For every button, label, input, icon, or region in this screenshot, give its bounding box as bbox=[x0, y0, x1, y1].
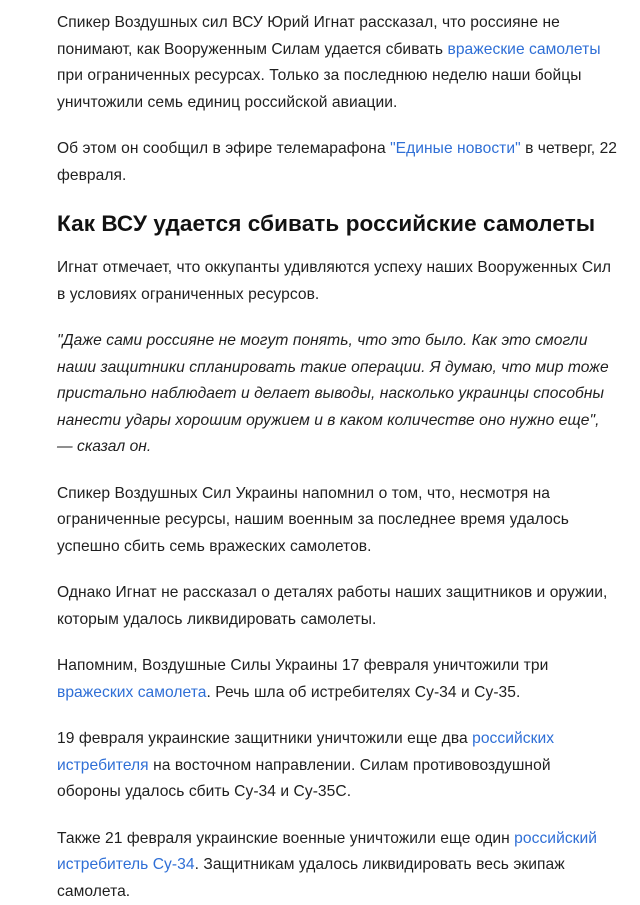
quote-attribution: , — сказал он. bbox=[57, 412, 600, 456]
paragraph-text: Спикер Воздушных сил ВСУ Юрий Игнат рассказал, что россияне не понимают, как Вооруженным Силам удается сбивать bbox=[57, 14, 560, 58]
paragraph-text: . Речь шла об истребителях Су-34 и Су-35. bbox=[207, 684, 521, 701]
link-enemy-aircraft[interactable]: вражеских самолета bbox=[57, 684, 207, 701]
paragraph-speaker: Спикер Воздушных Сил Украины напомнил о том, что, несмотря на ограниченные ресурсы, нашим военным за последнее время удалось успешно сбить семь вражеских самолетов. bbox=[57, 481, 618, 561]
paragraph-text: в четверг, 22 февраля. bbox=[57, 140, 617, 184]
paragraph-text: . Защитникам удалось ликвидировать весь экипаж самолета. bbox=[57, 856, 565, 900]
paragraph-occupants: Игнат отмечает, что оккупанты удивляются успеху наших Вооруженных Сил в условиях ограниченных ресурсов. bbox=[57, 255, 618, 308]
paragraph-text: 19 февраля украинские защитники уничтожили еще два bbox=[57, 730, 472, 747]
paragraph-source bbox=[57, 136, 618, 189]
paragraph-feb17 bbox=[57, 653, 618, 706]
link-russian-fighters[interactable]: российских истребителя bbox=[57, 730, 554, 774]
link-enemy-planes[interactable]: вражеские самолеты bbox=[447, 41, 600, 58]
paragraph-feb21 bbox=[57, 826, 618, 905]
paragraph-text: на восточном направлении. Силам противовоздушной обороны удалось сбить Су-34 и Су-35С. bbox=[57, 757, 551, 801]
section-heading: Как ВСУ удается сбивать российские самолеты bbox=[57, 209, 618, 239]
paragraph-text: при ограниченных ресурсах. Только за последнюю неделю наши бойцы уничтожили семь единиц российской авиации. bbox=[57, 67, 582, 111]
paragraph-details: Однако Игнат не рассказал о деталях работы наших защитников и оружии, которым удалось ликвидировать самолеты. bbox=[57, 580, 618, 633]
quote-text: "Даже сами россияне не могут понять, что это было. Как это смогли наши защитники спланировать такие операции. Я думаю, что мир тоже пристально наблюдает и делает выводы, насколько украинцы способны нанести удары хорошим оружием и в каком количестве оно нужно еще" bbox=[57, 332, 609, 429]
paragraph-text: Напомним, Воздушные Силы Украины 17 февраля уничтожили три bbox=[57, 657, 548, 674]
paragraph-intro bbox=[57, 10, 618, 116]
paragraph-quote bbox=[57, 328, 618, 461]
paragraph-text: Также 21 февраля украинские военные уничтожили еще один bbox=[57, 830, 514, 847]
paragraph-text: Об этом он сообщил в эфире телемарафона bbox=[57, 140, 390, 157]
link-united-news[interactable]: "Единые новости" bbox=[390, 140, 521, 157]
paragraph-feb19 bbox=[57, 726, 618, 806]
link-su34-fighter[interactable]: российский истребитель Су-34 bbox=[57, 830, 597, 874]
